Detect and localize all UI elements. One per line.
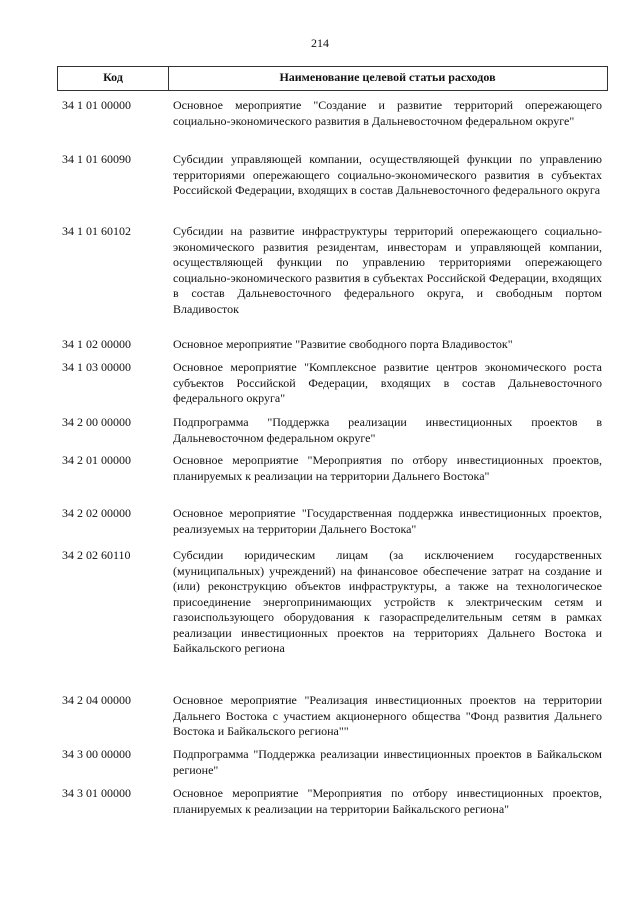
row-name: Субсидии на развитие инфраструктуры территорий опережающего социально-экономического развития резидентам, инвесторам и управляющей компании, осуществляющей функции по управлению территориями опережающего социально-экономического развития в субъектах Российской Федерации, входящих в состав Дальневосточного федерального округа, и свободным портом Владивосток xyxy=(173,224,602,316)
row-name: Подпрограмма "Поддержка реализации инвестиционных проектов в Байкальском регионе" xyxy=(173,747,602,777)
row-code: 34 2 04 00000 xyxy=(62,693,131,707)
row-name: Подпрограмма "Поддержка реализации инвестиционных проектов в Дальневосточном федеральном округе" xyxy=(173,415,602,445)
row-name: Основное мероприятие "Мероприятия по отбору инвестиционных проектов, планируемых к реализации на территории Байкальского региона" xyxy=(173,786,602,816)
row-code: 34 1 01 60090 xyxy=(62,152,131,166)
column-header-code: Код xyxy=(58,67,169,90)
table-header xyxy=(57,66,608,91)
row-name: Субсидии управляющей компании, осуществляющей функции по управлению территориями опережающего социально-экономического развития в субъектах Российской Федерации, входящих в состав Дальневосточного федерального округа xyxy=(173,152,602,197)
row-code: 34 3 00 00000 xyxy=(62,747,131,761)
row-code: 34 3 01 00000 xyxy=(62,786,131,800)
page-number: 214 xyxy=(311,36,329,50)
row-code: 34 2 02 60110 xyxy=(62,548,131,562)
row-code: 34 1 02 00000 xyxy=(62,337,131,351)
row-name: Субсидии юридическим лицам (за исключением государственных (муниципальных) учреждений) на финансовое обеспечение затрат на создание и (или) реконструкцию объектов инфраструктуры, а также на технологическое присоединение энергопринимающих устройств к электрическим сетям и газоиспользующего оборудования к газораспределительным сетям в рамках реализации инвестиционных проектов на территориях Дальнего Востока и Байкальского региона xyxy=(173,548,602,655)
row-name: Основное мероприятие "Развитие свободного порта Владивосток" xyxy=(173,337,513,351)
row-name: Основное мероприятие "Комплексное развитие центров экономического роста субъектов Российской Федерации, входящих в состав Дальневосточного федерального округа" xyxy=(173,360,602,405)
row-code: 34 2 01 00000 xyxy=(62,453,131,467)
row-code: 34 1 01 60102 xyxy=(62,224,131,238)
row-name: Основное мероприятие "Создание и развитие территорий опережающего социально-экономического развития в Дальневосточном федеральном округе" xyxy=(173,98,602,128)
row-code: 34 2 02 00000 xyxy=(62,506,131,520)
column-header-name: Наименование целевой статьи расходов xyxy=(279,70,496,84)
row-name: Основное мероприятие "Мероприятия по отбору инвестиционных проектов, планируемых к реализации на территории Дальнего Востока" xyxy=(173,453,602,483)
row-name: Основное мероприятие "Государственная поддержка инвестиционных проектов, реализуемых на территории Дальнего Востока" xyxy=(173,506,602,536)
row-code: 34 2 00 00000 xyxy=(62,415,131,429)
row-code: 34 1 01 00000 xyxy=(62,98,131,112)
row-code: 34 1 03 00000 xyxy=(62,360,131,374)
row-name: Основное мероприятие "Реализация инвестиционных проектов на территории Дальнего Востока с участием акционерного общества "Фонд развития Дальнего Востока и Байкальского региона"" xyxy=(173,693,602,738)
